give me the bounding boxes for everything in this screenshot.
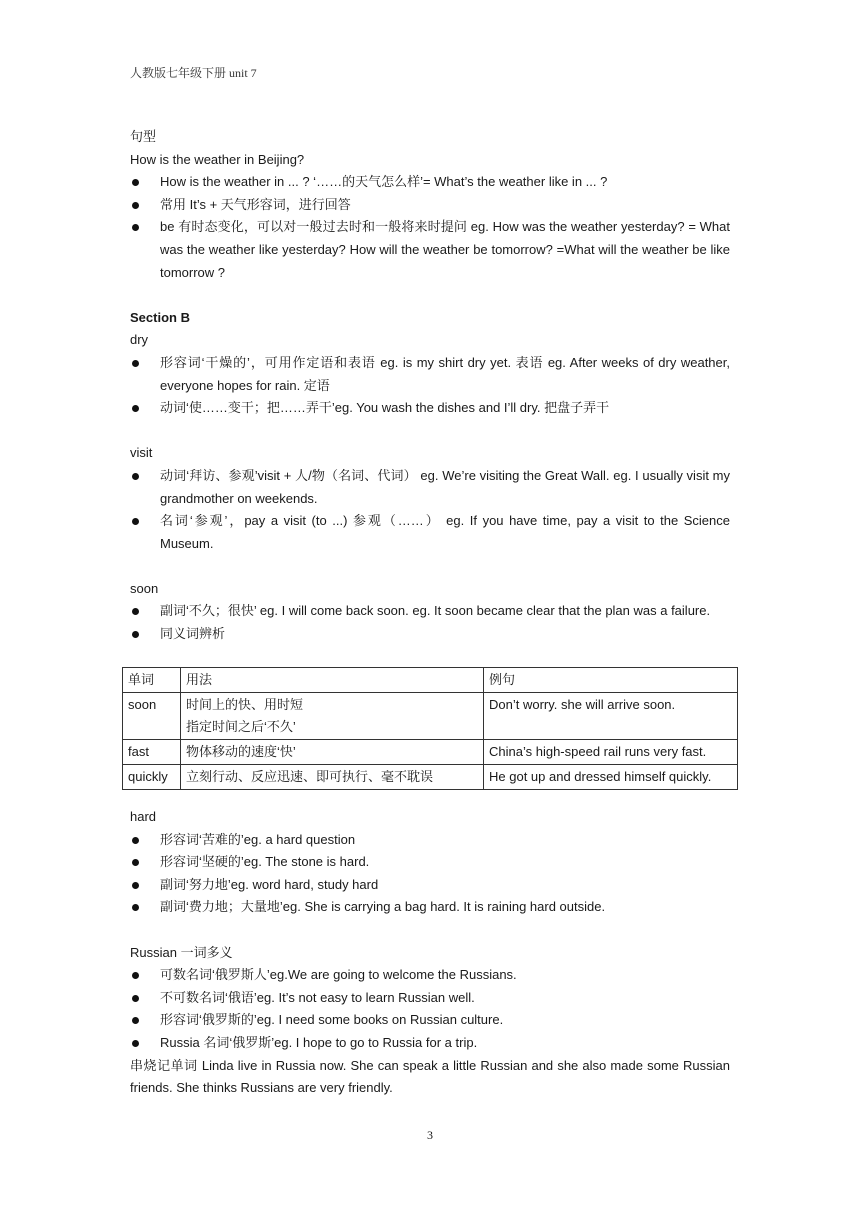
summary-paragraph: 串烧记单词 Linda live in Russia now. She can speak a little Russian and she also made some Russian friends. She thinks Russians are very friendly. — [130, 1057, 730, 1096]
list-item: 副词‘费力地；大量地’eg. She is carrying a bag hard. It is raining hard outside. — [130, 896, 730, 919]
russian-list — [130, 964, 730, 1054]
visit-list — [130, 465, 730, 555]
list-item: 动词‘使……变干；把……弄干’eg. You wash the dishes and I’ll dry. 把盘子弄干 — [130, 397, 730, 420]
table-row — [123, 740, 738, 765]
list-item: 副词‘努力地’eg. word hard, study hard — [130, 874, 730, 897]
synonym-table — [122, 667, 738, 790]
list-item: 常用 It’s + 天气形容词，进行回答 — [130, 194, 730, 217]
table-cell: He got up and dressed himself quickly. — [484, 765, 738, 790]
table-cell: soon — [123, 693, 181, 740]
table-cell: Don’t worry. she will arrive soon. — [484, 693, 738, 740]
word-heading-dry: dry — [130, 332, 149, 348]
table-cell: quickly — [123, 765, 181, 790]
page-header: 人教版七年级下册 unit 7 — [130, 66, 257, 80]
section-title: Section B — [130, 309, 190, 325]
hard-list — [130, 829, 730, 919]
list-item: Russia 名词‘俄罗斯’eg. I hope to go to Russia for a trip. — [130, 1032, 730, 1055]
word-heading-hard: hard — [130, 809, 157, 824]
sentence-pattern-question: How is the weather in Beijing? — [130, 151, 305, 167]
table-row — [123, 765, 738, 790]
list-item: 形容词‘俄罗斯的’eg. I need some books on Russian culture. — [130, 1009, 730, 1032]
column-header: 用法 — [181, 668, 484, 693]
table-cell: 立刻行动、反应迅速、即可执行、毫不耽误 — [181, 765, 484, 790]
table-cell — [181, 693, 484, 740]
list-item: 形容词‘苦难的’eg. a hard question — [130, 829, 730, 852]
dry-list — [130, 352, 730, 420]
list-item: How is the weather in ... ? ‘……的天气怎么样’= What’s the weather like in ... ? — [130, 171, 730, 194]
list-item: 同义词辨析 — [130, 623, 730, 646]
page-number: 3 — [427, 1128, 433, 1142]
usage-line: 时间上的快、用时短 — [186, 697, 304, 712]
list-item: 形容词‘干燥的’，可用作定语和表语 eg. is my shirt dry yet. 表语 eg. After weeks of dry weather, everyone hopes for rain. 定语 — [130, 352, 730, 397]
list-item: 副词‘不久；很快’ eg. I will come back soon. eg. It soon became clear that the plan was a failure. — [130, 600, 730, 623]
list-item: 可数名词‘俄罗斯人’eg.We are going to welcome the Russians. — [130, 964, 730, 987]
table-cell: China’s high-speed rail runs very fast. — [484, 740, 738, 765]
word-heading-soon: soon — [130, 580, 159, 596]
page-content — [130, 126, 730, 646]
list-item: 不可数名词‘俄语’eg. It’s not easy to learn Russian well. — [130, 987, 730, 1010]
list-item: 名词‘参观’，pay a visit (to ...) 参观（……） eg. If you have time, pay a visit to the Science Museum. — [130, 510, 730, 555]
table-header-row — [123, 668, 738, 693]
sentence-pattern-title: 句型 — [130, 129, 157, 144]
sentence-pattern-list — [130, 171, 730, 284]
list-item: 形容词‘坚硬的’eg. The stone is hard. — [130, 851, 730, 874]
table-cell: fast — [123, 740, 181, 765]
usage-line: 指定时间之后‘不久’ — [186, 719, 296, 734]
list-item: be 有时态变化，可以对一般过去时和一般将来时提问 eg. How was the weather yesterday? = What was the weather like yesterday? How will the weather be tomorrow? =What will the weather be like tomorrow ? — [130, 216, 730, 284]
soon-list — [130, 600, 730, 645]
page-content-lower — [130, 806, 730, 1100]
word-heading-visit: visit — [130, 445, 153, 461]
word-heading-russian: Russian 一词多义 — [130, 944, 233, 960]
table-row — [123, 693, 738, 740]
column-header: 例句 — [484, 668, 738, 693]
list-item: 动词‘拜访、参观’visit + 人/物（名词、代词） eg. We’re visiting the Great Wall. eg. I usually visit my grandmother on weekends. — [130, 465, 730, 510]
table-cell: 物体移动的速度‘快’ — [181, 740, 484, 765]
column-header: 单词 — [123, 668, 181, 693]
